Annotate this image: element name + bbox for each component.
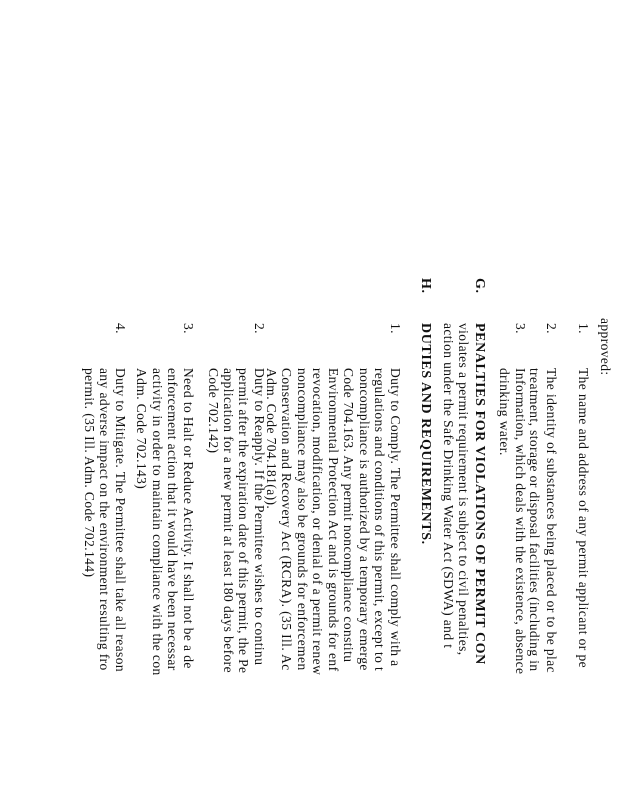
list-item-2-line-2: treatment, storage or disposal facilities (including in xyxy=(527,368,542,672)
duty-1-line-8: Conservation and Recovery Act (RCRA). (35 Ill. Ac xyxy=(279,368,294,671)
duty-2-line-3: application for a new permit at least 180 days before xyxy=(221,368,236,673)
lead-text: approved: xyxy=(598,318,613,376)
section-g-line-2: action under the Safe Drinking Water Act (SDWA) and t xyxy=(441,323,456,649)
duty-4-line-2: any adverse impact on the environment resulting fro xyxy=(97,368,112,671)
duty-1-line-4: Code 704.163. Any permit noncompliance constitu xyxy=(341,368,356,663)
list-item-3-line-2: drinking water. xyxy=(497,368,512,456)
duty-1-line-7: noncompliance may also be grounds for enforcemen xyxy=(295,368,310,671)
duty-2-line-2: permit after the expiration date of this permit, the Pe xyxy=(236,368,251,674)
duty-1-line-2: regulations and conditions of this permit, except to t xyxy=(372,368,387,672)
duty-2-line-4: Code 702.142) xyxy=(206,368,221,454)
duty-1-line-3: noncompliance is authorized by a temporary emerge xyxy=(357,368,372,671)
duty-4-line-3: permit. (35 Ill. Adm. Code 702.144) xyxy=(82,368,97,578)
duty-1-line-9: Adm. Code 704.181(a)). xyxy=(264,368,279,510)
list-item-2-number: 2. xyxy=(544,323,559,334)
duty-1-line-6: revocation, modification, or denial of a permit renew xyxy=(310,368,325,676)
section-g-line-1: violates a permit requirement is subject to civil penalties, xyxy=(456,323,471,656)
duty-1-line-1: Duty to Comply. The Permittee shall comply with a xyxy=(388,368,403,667)
duty-3-line-4: Adm. Code 702.143) xyxy=(134,368,149,490)
section-h-heading: DUTIES AND REQUIREMENTS. xyxy=(418,323,433,545)
duty-2-number: 2. xyxy=(252,323,267,334)
list-item-1-number: 1. xyxy=(576,323,591,334)
duty-2-line-1: Duty to Reapply. If the Permittee wishes to continu xyxy=(252,368,267,666)
duty-3-line-2: enforcement action that it would have been necessar xyxy=(165,368,180,671)
section-g-heading: PENALTIES FOR VIOLATIONS OF PERMIT CON xyxy=(472,323,487,665)
section-g-letter: G. xyxy=(472,278,487,294)
list-item-2-line-1: The identity of substances being placed or to be plac xyxy=(544,368,559,673)
duty-1-number: 1. xyxy=(388,323,403,334)
duty-4-number: 4. xyxy=(113,323,128,334)
list-item-1-text: The name and address of any permit applicant or pe xyxy=(576,368,591,669)
section-h-letter: H. xyxy=(418,278,433,294)
duty-3-line-1: Need to Halt or Reduce Activity. It shall not be a de xyxy=(181,368,196,669)
duty-3-number: 3. xyxy=(181,323,196,334)
list-item-3-line-1: Information, which deals with the existence, absence xyxy=(513,368,528,675)
list-item-3-number: 3. xyxy=(513,323,528,334)
duty-3-line-3: activity in order to maintain compliance with the con xyxy=(150,368,165,676)
duty-1-line-5: Environmental Protection Act and is grounds for enf xyxy=(326,368,341,672)
duty-4-line-1: Duty to Mitigate. The Permittee shall take all reason xyxy=(113,368,128,673)
